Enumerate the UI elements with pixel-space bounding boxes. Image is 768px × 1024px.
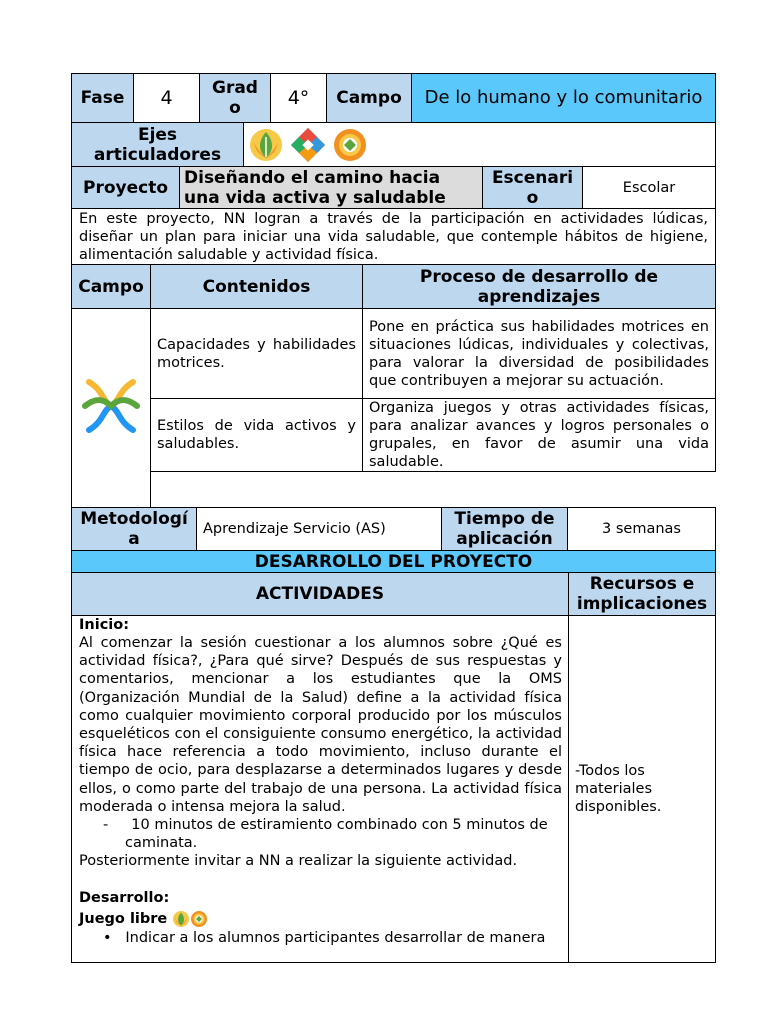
- metodologia-value: Aprendizaje Servicio (AS): [197, 508, 442, 551]
- project-description: En este proyecto, NN logran a través de la participación en actividades lúdicas, diseñar un plan para iniciar una vida saludable, que contemple hábitos de higiene, alimentación saludable y actividad física.: [72, 209, 716, 265]
- escenario-value: Escolar: [583, 167, 716, 209]
- actividades-header: ACTIVIDADES: [72, 573, 569, 616]
- bullet-list-item: [79, 929, 562, 947]
- ejes-icons: [244, 123, 716, 167]
- empty-row: [151, 472, 716, 508]
- juego-libre-label: Juego libre: [79, 910, 168, 927]
- proceso-header: Proceso de desarrollo de aprendizajes: [363, 265, 716, 309]
- fase-label: Fase: [72, 74, 134, 123]
- proyecto-table: [71, 166, 716, 209]
- inicio-text: Al comenzar la sesión cuestionar a los alumnos sobre ¿Qué es actividad física?, ¿Para qué sirve? Después de sus respuestas y comentarios, mencionar a los estudiantes que la OMS (Organización Mundial de la Salud) define a la actividad física como cualquier movimiento corporal producido por los músculos esqueléticos con el consiguiente consumo energético, la actividad física hace referencia a todo movimiento, incluso durante el tiempo de ocio, para desplazarse a determinados lugares y desde ellos, o como parte del trabajo de una persona. La actividad física moderada o intensa mejora la salud.: [79, 635, 562, 815]
- campo-header: Campo: [72, 265, 151, 309]
- juego-libre-line: [79, 909, 562, 929]
- escenario-label: Escenario: [483, 167, 583, 209]
- header-table: [71, 73, 716, 123]
- metodologia-table: [71, 507, 716, 551]
- recursos-header: Recursos e implicaciones: [569, 573, 716, 616]
- proceso-1: Pone en práctica sus habilidades motrices en situaciones lúdicas, individuales y colectivas, para valorar la diversidad de posibilidades que contribuyen a mejorar su actuación.: [363, 309, 716, 399]
- proceso-2: Organiza juegos y otras actividades físicas, para analizar avances y logros personales o grupales, en favor de asumir una vida saludable.: [363, 399, 716, 472]
- bullet-item-text: Indicar a los alumnos participantes desarrollar de manera: [125, 929, 546, 946]
- circle-icon: [190, 910, 208, 928]
- contenido-1: Capacidades y habilidades motrices.: [151, 309, 363, 399]
- spacer: [79, 871, 562, 889]
- tiempo-value: 3 semanas: [568, 508, 716, 551]
- desarrollo-heading: Desarrollo:: [79, 889, 170, 906]
- contenido-2: Estilos de vida activos y saludables.: [151, 399, 363, 472]
- posterior-text: Posteriormente invitar a NN a realizar la siguiente actividad.: [79, 853, 518, 870]
- puzzle-icon: [289, 126, 327, 164]
- campo-value: De lo humano y lo comunitario: [412, 74, 716, 123]
- proyecto-label: Proyecto: [72, 167, 180, 209]
- circle-icon: [332, 127, 368, 163]
- bullet-marker: •: [103, 929, 126, 946]
- actividades-body: [72, 616, 569, 963]
- dash-item-text: 10 minutos de estiramiento combinado con 5 minutos de caminata.: [125, 817, 548, 852]
- ejes-table: [71, 122, 716, 167]
- humano-comunitario-icon: [81, 376, 141, 436]
- contenidos-header: Contenidos: [151, 265, 363, 309]
- leaf-icon: [248, 127, 284, 163]
- dash-marker: -: [103, 817, 132, 834]
- dash-list-item: [79, 816, 562, 852]
- grado-value: 4°: [271, 74, 327, 123]
- fase-value: 4: [134, 74, 200, 123]
- desarrollo-title: DESARROLLO DEL PROYECTO: [72, 551, 716, 573]
- campo-icon-cell: [72, 309, 151, 508]
- proyecto-title: Diseñando el camino hacia una vida activa y saludable: [180, 167, 483, 209]
- campo-label: Campo: [327, 74, 412, 123]
- desarrollo-table: [71, 550, 716, 963]
- grado-label: Grado: [200, 74, 271, 123]
- description-table: [71, 208, 716, 265]
- metodologia-label: Metodología: [72, 508, 197, 551]
- ejes-label: Ejes articuladores: [72, 123, 244, 167]
- inicio-heading: Inicio:: [79, 617, 130, 633]
- recursos-body: -Todos los materiales disponibles.: [569, 616, 716, 963]
- leaf-icon: [172, 910, 190, 928]
- contents-table: [71, 264, 716, 508]
- tiempo-label: Tiempo de aplicación: [442, 508, 568, 551]
